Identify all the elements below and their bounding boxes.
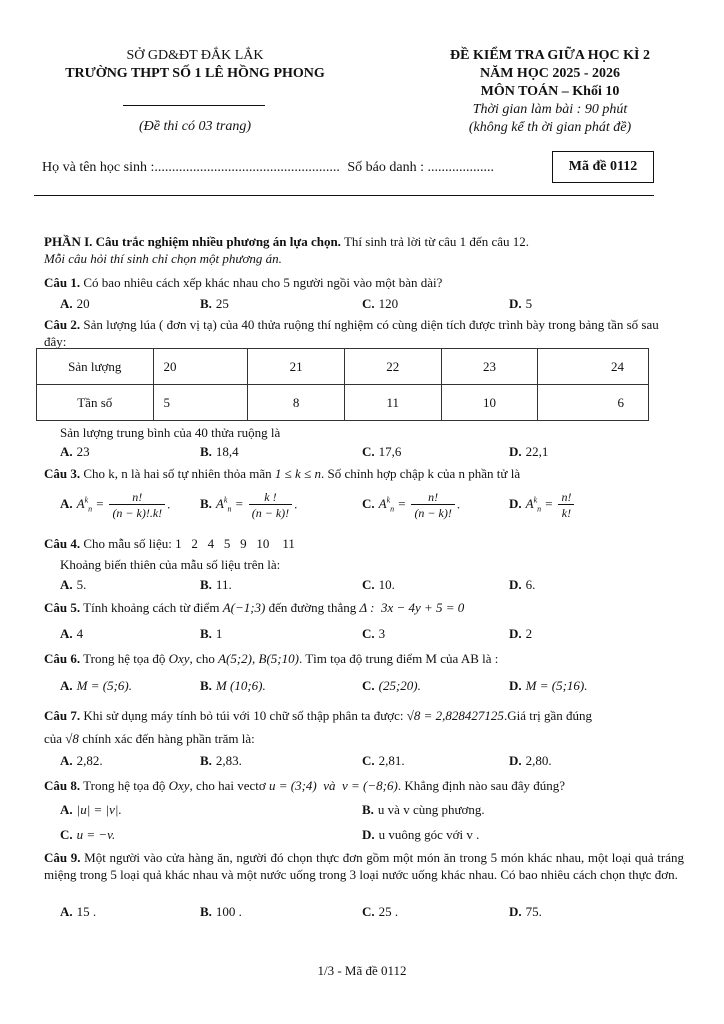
part1-heading: PHẦN I. Câu trắc nghiệm nhiều phương án lựa chọn. Thí sinh trả lời từ câu 1 đến câu 12. <box>44 234 529 249</box>
q1-option-d[interactable]: D. 5 <box>509 296 533 311</box>
subject: MÔN TOÁN – Khối 10 <box>480 84 620 99</box>
q2-option-d[interactable]: D. 22,1 <box>509 444 549 459</box>
q2-option-a[interactable]: A. 23 <box>60 444 90 459</box>
table-cell: Sản lượng <box>37 349 154 385</box>
q7-option-d[interactable]: D. 2,80. <box>509 753 552 768</box>
table-cell: 20 <box>153 349 248 385</box>
q8-option-b[interactable]: B. u và v cùng phương. <box>362 802 485 817</box>
q4-prompt: Khoảng biến thiên của mẫu số liệu trên là: <box>60 557 281 572</box>
exam-time-note: (không kể th ời gian phát đề) <box>468 120 632 135</box>
q2-option-c[interactable]: C. 17,6 <box>362 444 402 459</box>
q5-option-a[interactable]: A. 4 <box>60 626 84 641</box>
q4-option-c[interactable]: C. 10. <box>362 577 395 592</box>
q8-option-d[interactable]: D. u vuông góc với v . <box>362 827 480 842</box>
table-cell: Tần số <box>37 385 154 421</box>
q8-option-c[interactable]: C. u = −v. <box>60 827 116 842</box>
q3-option-c[interactable]: C. $A^k_n$ = $\frac{n!}{(n - k)!}$ . <box>362 490 461 520</box>
question-8: Câu 8. Trong hệ tọa độ Oxy, cho hai vectơ u = (3;4) và v = (−8;6). Khẳng định nào sau đây đúng? <box>44 778 565 793</box>
page-footer: 1/3 - Mã đề 0112 <box>317 963 407 978</box>
table-row <box>37 349 649 385</box>
student-name-label: Họ và tên học sinh :..................................................... <box>42 160 340 175</box>
q2-option-b[interactable]: B. 18,4 <box>200 444 239 459</box>
q5-option-b[interactable]: B. 1 <box>200 626 223 641</box>
q2-prompt: Sản lượng trung bình của 40 thửa ruộng là <box>60 425 281 440</box>
question-3: Câu 3. Cho k, n là hai số tự nhiên thỏa mãn 1 ≤ k ≤ n. Số chỉnh hợp chập k của n phần tử là <box>44 466 521 481</box>
q1-option-a[interactable]: A. 20 <box>60 296 90 311</box>
question-6: Câu 6. Trong hệ tọa độ Oxy, cho A(5;2), B(5;10). Tìm tọa độ trung điểm M của AB là : <box>44 651 499 666</box>
q5-option-d[interactable]: D. 2 <box>509 626 533 641</box>
q3-option-b[interactable]: B. $A^k_n$ = $\frac{k !}{(n - k)!}$ . <box>200 490 298 520</box>
question-5: Câu 5. Tính khoảng cách từ điểm A(−1;3) đến đường thẳng Δ : 3x − 4y + 5 = 0 <box>44 600 465 615</box>
q7-line-2: của √8 chính xác đến hàng phần trăm là: <box>44 731 255 746</box>
student-divider <box>34 195 654 196</box>
student-id-label: Số báo danh : ................... <box>347 160 494 175</box>
q7-option-a[interactable]: A. 2,82. <box>60 753 103 768</box>
question-2: Câu 2. Sản lượng lúa ( đơn vị tạ) của 40 thửa ruộng thí nghiệm có cùng diện tích được trình bày trong bảng tần số sau đây: <box>44 317 659 349</box>
part1-note: Mỗi câu hỏi thí sinh chỉ chọn một phương án. <box>44 251 282 266</box>
q1-option-c[interactable]: C. 120 <box>362 296 399 311</box>
exam-time: Thời gian làm bài : 90 phút <box>472 102 628 117</box>
table-cell: 10 <box>441 385 538 421</box>
question-9: Câu 9. Một người vào cửa hàng ăn, người đó chọn thực đơn gồm một món ăn trong 5 món khác nhau, một loại quả tráng miệng trong 5 loại quả khác nhau và một nước uống trong 3 loại nước uống khác nhau. Có bao nhiêu cách chọn thực đơn. <box>44 850 684 882</box>
table-cell: 24 <box>538 349 649 385</box>
table-cell: 5 <box>153 385 248 421</box>
question-1: Câu 1. Có bao nhiêu cách xếp khác nhau cho 5 người ngồi vào một bàn dài? <box>44 275 443 290</box>
department: SỞ GD&ĐT ĐẮK LẮK <box>126 48 264 63</box>
q4-option-d[interactable]: D. 6. <box>509 577 536 592</box>
header-divider <box>123 105 265 106</box>
school-name: TRƯỜNG THPT SỐ 1 LÊ HỒNG PHONG <box>65 66 325 81</box>
frequency-table <box>36 348 649 421</box>
q4-option-b[interactable]: B. 11. <box>200 577 232 592</box>
q9-option-c[interactable]: C. 25 . <box>362 904 399 919</box>
q5-option-c[interactable]: C. 3 <box>362 626 386 641</box>
q1-option-b[interactable]: B. 25 <box>200 296 229 311</box>
q9-option-a[interactable]: A. 15 . <box>60 904 97 919</box>
q6-option-a[interactable]: A. M = (5;6). <box>60 678 132 693</box>
table-cell: 23 <box>441 349 538 385</box>
q7-option-b[interactable]: B. 2,83. <box>200 753 242 768</box>
exam-code-box: Mã đề 0112 <box>552 151 654 183</box>
table-cell: 11 <box>344 385 441 421</box>
table-cell: 21 <box>248 349 345 385</box>
q3-option-a[interactable]: A. $A^k_n$ = $\frac{n!}{(n - k)!.k!}$ . <box>60 490 171 520</box>
q6-option-b[interactable]: B. M (10;6). <box>200 678 266 693</box>
table-cell: 8 <box>248 385 345 421</box>
student-name-field <box>42 160 494 176</box>
q3-option-d[interactable]: D. $A^k_n$ = $\frac{n!}{k!}$ <box>509 490 576 521</box>
q9-option-d[interactable]: D. 75. <box>509 904 542 919</box>
q4-option-a[interactable]: A. 5. <box>60 577 87 592</box>
question-7: Câu 7. Khi sử dụng máy tính bỏ túi với 10 chữ số thập phân ta được: √8 = 2,828427125.Giá trị gần đúng <box>44 708 593 723</box>
table-cell: 6 <box>538 385 649 421</box>
q6-option-d[interactable]: D. M = (5;16). <box>509 678 588 693</box>
school-year: NĂM HỌC 2025 - 2026 <box>480 66 620 81</box>
q7-option-c[interactable]: C. 2,81. <box>362 753 405 768</box>
table-row <box>37 385 649 421</box>
q6-option-c[interactable]: C. (25;20). <box>362 678 421 693</box>
q8-option-a[interactable]: A. |u| = |v|. <box>60 802 122 817</box>
pages-note: (Đề thi có 03 trang) <box>139 119 251 134</box>
question-4: Câu 4. Cho mẫu số liệu: 1 2 4 5 9 10 11 <box>44 536 295 551</box>
table-cell: 22 <box>344 349 441 385</box>
exam-title: ĐỀ KIỂM TRA GIỮA HỌC KÌ 2 <box>450 48 650 63</box>
q9-option-b[interactable]: B. 100 . <box>200 904 242 919</box>
